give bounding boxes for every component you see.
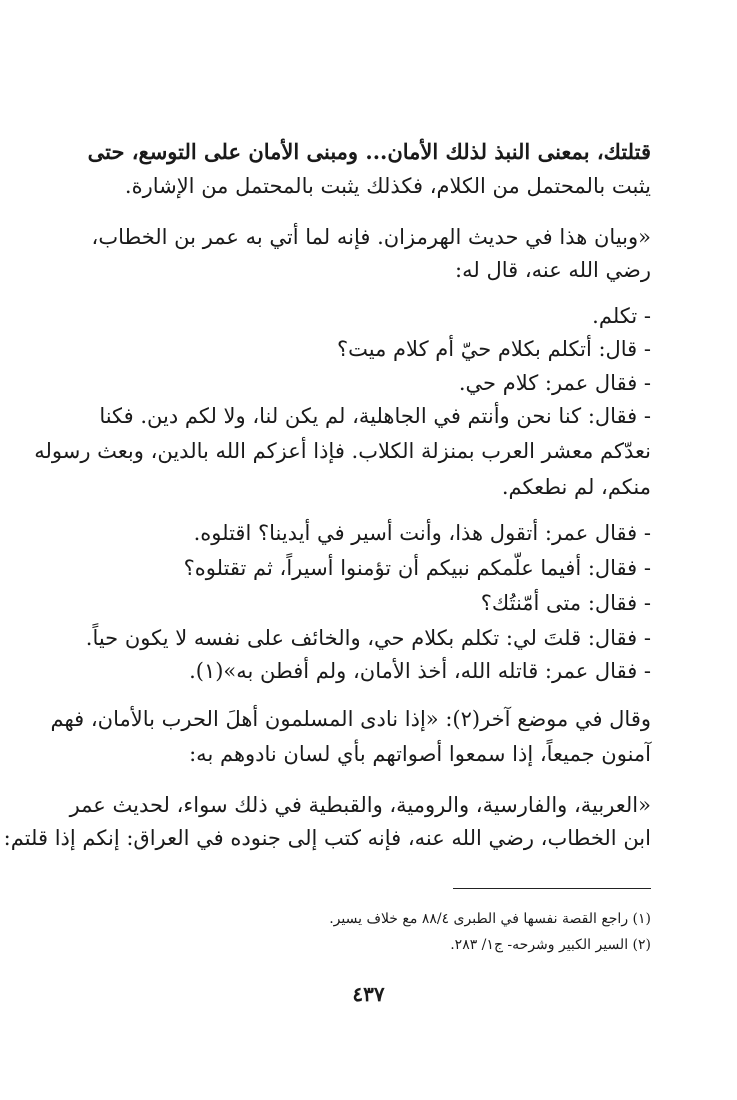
footnote-separator bbox=[453, 888, 651, 889]
paragraph-3-line-2: آمنون جميعاً، إذا سمعوا أصواتهم بأي لسان نادوهم به: bbox=[189, 742, 651, 766]
paragraph-2-line-1: «وبيان هذا في حديث الهرمزان. فإنه لما أتي به عمر بن الخطاب، bbox=[91, 225, 651, 249]
paragraph-4-line-1: «العربية، والفارسية، والرومية، والقبطية في ذلك سواء، لحديث عمر bbox=[69, 793, 651, 817]
dialogue-line-2: - قال: أتكلم بكلام حيّ أم كلام ميت؟ bbox=[337, 337, 651, 361]
paragraph-3-line-1: وقال في موضع آخر(٢): «إذا نادى المسلمون أهلَ الحرب بالأمان، فهم bbox=[50, 707, 651, 731]
dialogue-line-1: - تكلم. bbox=[592, 304, 651, 328]
dialogue-line-10: - فقال: قلتَ لي: تكلم بكلام حي، والخائف على نفسه لا يكون حياً. bbox=[85, 626, 651, 650]
paragraph-4-line-2: ابن الخطاب، رضي الله عنه، فإنه كتب إلى جنوده في العراق: إنكم إذا قلتم: bbox=[3, 826, 651, 850]
dialogue-line-7: - فقال عمر: أتقول هذا، وأنت أسير في أيدينا؟ اقتلوه. bbox=[193, 521, 651, 545]
dialogue-line-8: - فقال: أفيما علّمكم نبيكم أن تؤمنوا أسيراً، ثم تقتلوه؟ bbox=[183, 556, 651, 580]
page-number: ٤٣٧ bbox=[352, 982, 385, 1006]
dialogue-line-6: منكم، لم نطعكم. bbox=[501, 475, 651, 499]
footnote-1: (١) راجع القصة نفسها في الطبرى ٨٨/٤ مع خلاف يسير. bbox=[329, 911, 651, 927]
paragraph-1-line-1: قتلتك، بمعنى النبذ لذلك الأمان... ومبنى الأمان على التوسع، حتى bbox=[87, 139, 651, 164]
dialogue-line-3: - فقال عمر: كلام حي. bbox=[458, 371, 651, 395]
footnote-2: (٢) السير الكبير وشرحه- ج١/ ٢٨٣. bbox=[450, 937, 651, 953]
dialogue-line-11: - فقال عمر: قاتله الله، أخذ الأمان، ولم أفطن به»(١). bbox=[189, 659, 651, 683]
dialogue-line-5: نعدّكم معشر العرب بمنزلة الكلاب. فإذا أعزكم الله بالدين، وبعث رسوله bbox=[34, 439, 651, 463]
dialogue-line-4: - فقال: كنا نحن وأنتم في الجاهلية، لم يكن لنا، ولا لكم دين. فكنا bbox=[99, 404, 651, 428]
paragraph-1-line-2: يثبت بالمحتمل من الكلام، فكذلك يثبت بالمحتمل من الإشارة. bbox=[124, 174, 651, 198]
dialogue-line-9: - فقال: متى أمّنتُك؟ bbox=[480, 591, 651, 615]
paragraph-2-line-2: رضي الله عنه، قال له: bbox=[455, 258, 651, 282]
